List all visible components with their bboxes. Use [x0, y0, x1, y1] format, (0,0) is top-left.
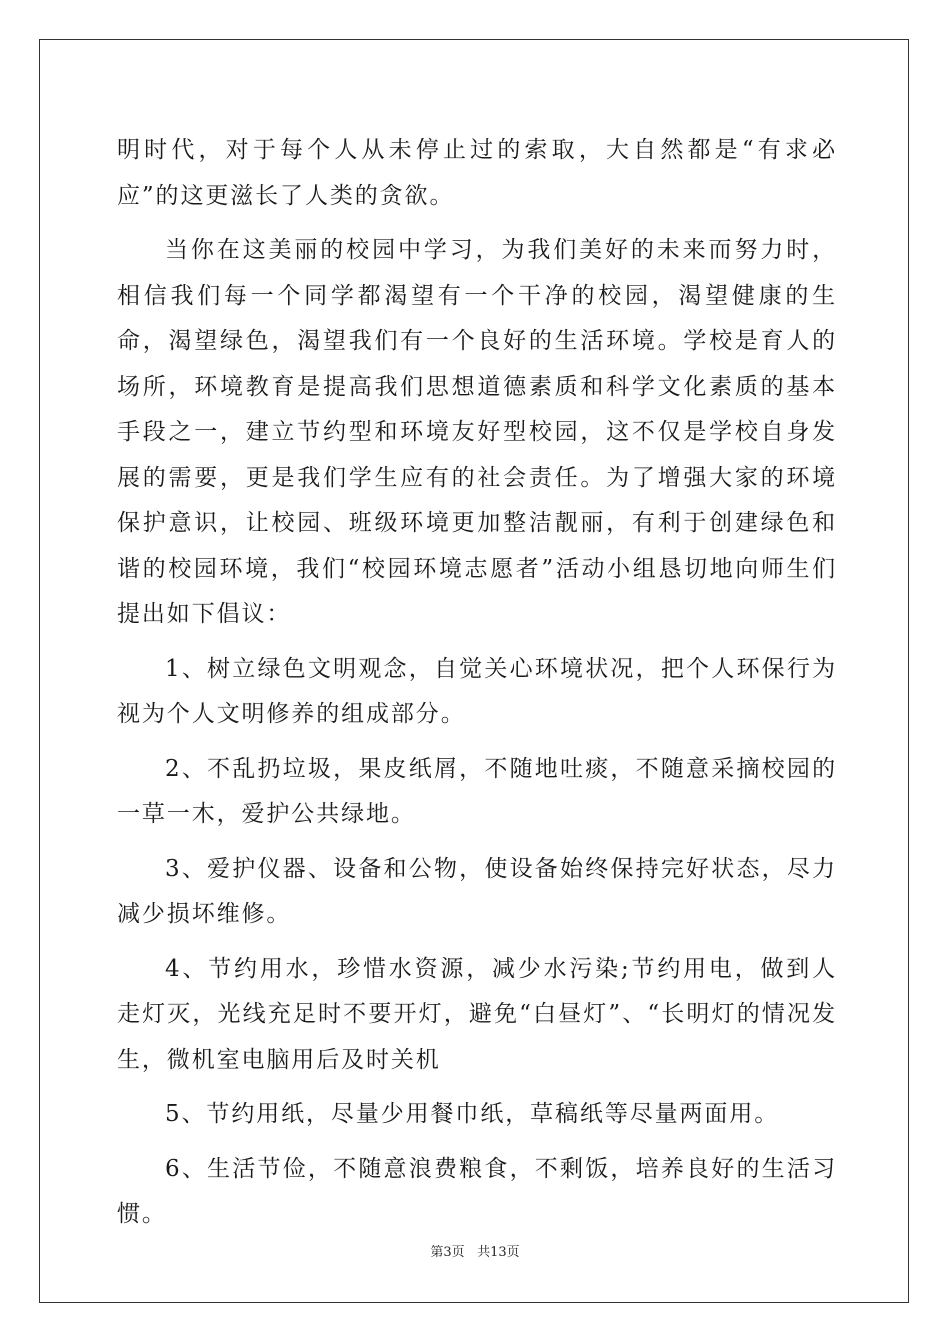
page-total: 共13页: [477, 1245, 520, 1260]
list-item-2: 2、不乱扔垃圾，果皮纸屑，不随地吐痰，不随意采摘校园的一草一木，爱护公共绿地。: [117, 755, 837, 827]
list-item-5: 5、节约用纸，尽量少用餐巾纸，草稿纸等尽量两面用。: [165, 1101, 780, 1127]
document-body: [117, 128, 837, 1238]
footer-spacer: [465, 1245, 477, 1260]
page-number: 第3页: [430, 1245, 465, 1260]
list-item-3: 3、爱护仪器、设备和公物，使设备始终保持完好状态，尽力减少损坏维修。: [117, 855, 837, 927]
paragraph-2: 当你在这美丽的校园中学习，为我们美好的未来而努力时，相信我们每一个同学都渴望有一个干净的校园，渴望健康的生命，渴望绿色，渴望我们有一个良好的生活环境。学校是育人的场所，环境教育是提高我们思想道德素质和科学文化素质的基本手段之一，建立节约型和环境友好型校园，这不仅是学校自身发展的需要，更是我们学生应有的社会责任。为了增强大家的环境保护意识，让校园、班级环境更加整洁靓丽，有利于创建绿色和谐的校园环境，我们“校园环境志愿者”活动小组恳切地向师生们提出如下倡议：: [117, 237, 837, 627]
list-item-6: 6、生活节俭，不随意浪费粮食，不剩饭，培养良好的生活习惯。: [117, 1155, 837, 1227]
page-footer: [0, 1241, 950, 1260]
paragraph-1: 明时代，对于每个人从未停止过的索取，大自然都是“有求必应”的这更滋长了人类的贪欲。: [117, 137, 837, 209]
list-item-4: 4、节约用水，珍惜水资源，减少水污染;节约用电，做到人走灯灭，光线充足时不要开灯，避免“白昼灯”、“长明灯的情况发生，微机室电脑用后及时关机: [117, 955, 837, 1073]
list-item-1: 1、树立绿色文明观念，自觉关心环境状况，把个人环保行为视为个人文明修养的组成部分。: [117, 655, 837, 727]
